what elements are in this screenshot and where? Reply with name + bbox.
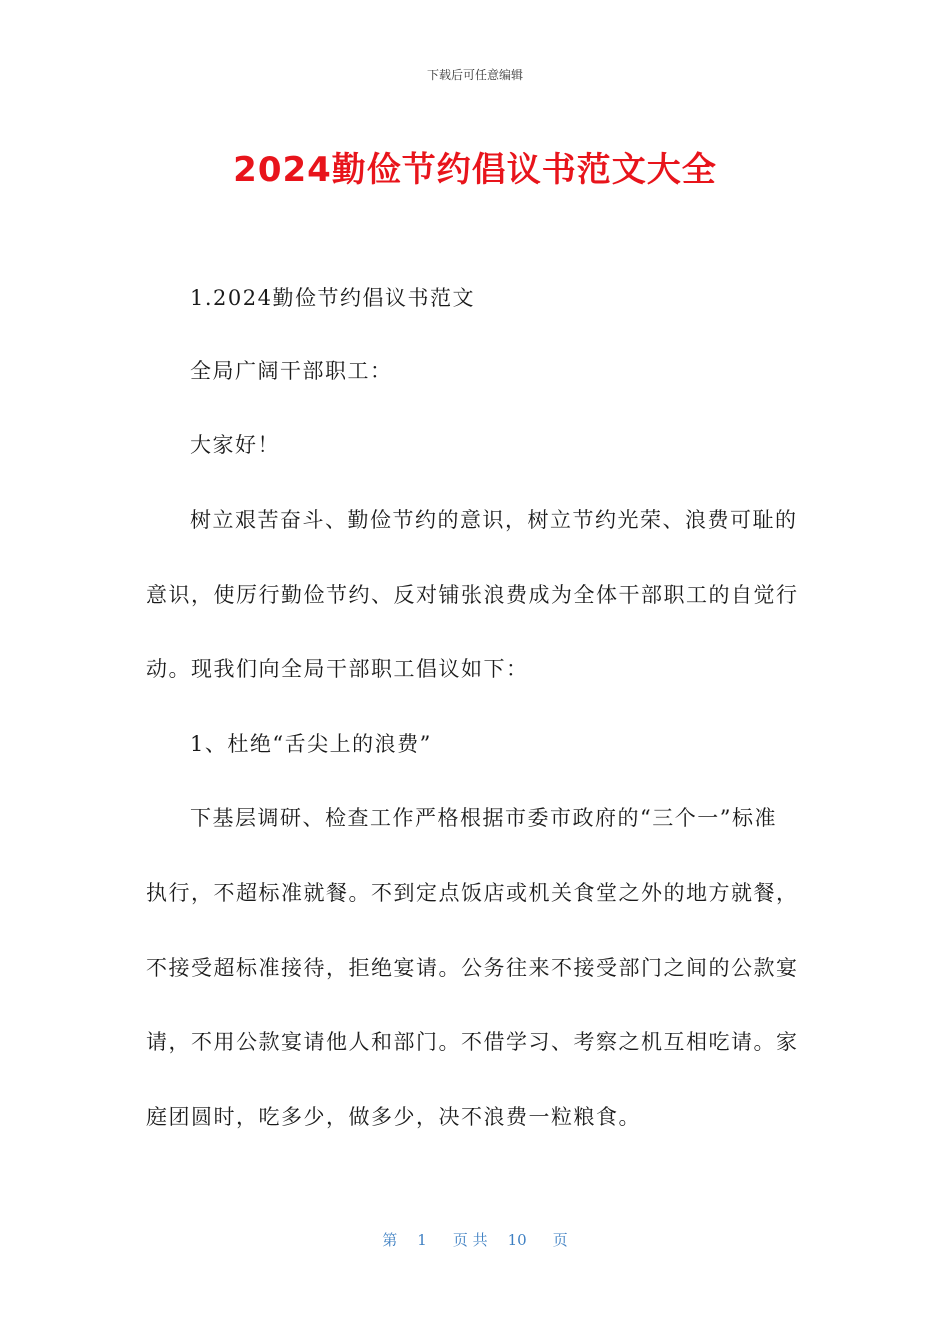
paragraph-line: 意识，使厉行勤俭节约、反对铺张浪费成为全体干部职工的自觉行 (146, 583, 799, 607)
paragraph-line: 动。现我们向全局干部职工倡议如下： (146, 657, 529, 681)
paragraph-line: 请，不用公款宴请他人和部门。不借学习、考察之机互相吃请。家 (146, 1030, 799, 1054)
paragraph-line: 不接受超标准接待，拒绝宴请。公务往来不接受部门之间的公款宴 (146, 956, 799, 980)
total-pages-number: 10 (507, 1231, 527, 1249)
paragraph-line: 执行，不超标准就餐。不到定点饭店或机关食堂之外的地方就餐， (146, 881, 799, 905)
sub-heading: 1、杜绝“舌尖上的浪费” (190, 732, 432, 756)
paragraph-line: 下基层调研、检查工作严格根据市委市政府的“三个一”标准 (190, 806, 777, 830)
page-label-prefix: 第 (382, 1231, 398, 1249)
greeting: 大家好！ (190, 433, 280, 457)
page-label-mid: 页 共 (452, 1231, 488, 1249)
salutation: 全局广阔干部职工： (190, 359, 393, 383)
header-note: 下载后可任意编辑 (426, 68, 523, 82)
document-title: 2024勤俭节约倡议书范文大全 (233, 150, 717, 190)
paragraph-line: 树立艰苦奋斗、勤俭节约的意识，树立节约光荣、浪费可耻的 (190, 508, 798, 532)
page-label-suffix: 页 (552, 1231, 568, 1249)
section-heading: 1.2024勤俭节约倡议书范文 (190, 286, 475, 310)
current-page-number: 1 (417, 1231, 427, 1249)
page-footer (0, 1229, 950, 1250)
paragraph-line: 庭团圆时，吃多少，做多少，决不浪费一粒粮食。 (146, 1105, 641, 1129)
